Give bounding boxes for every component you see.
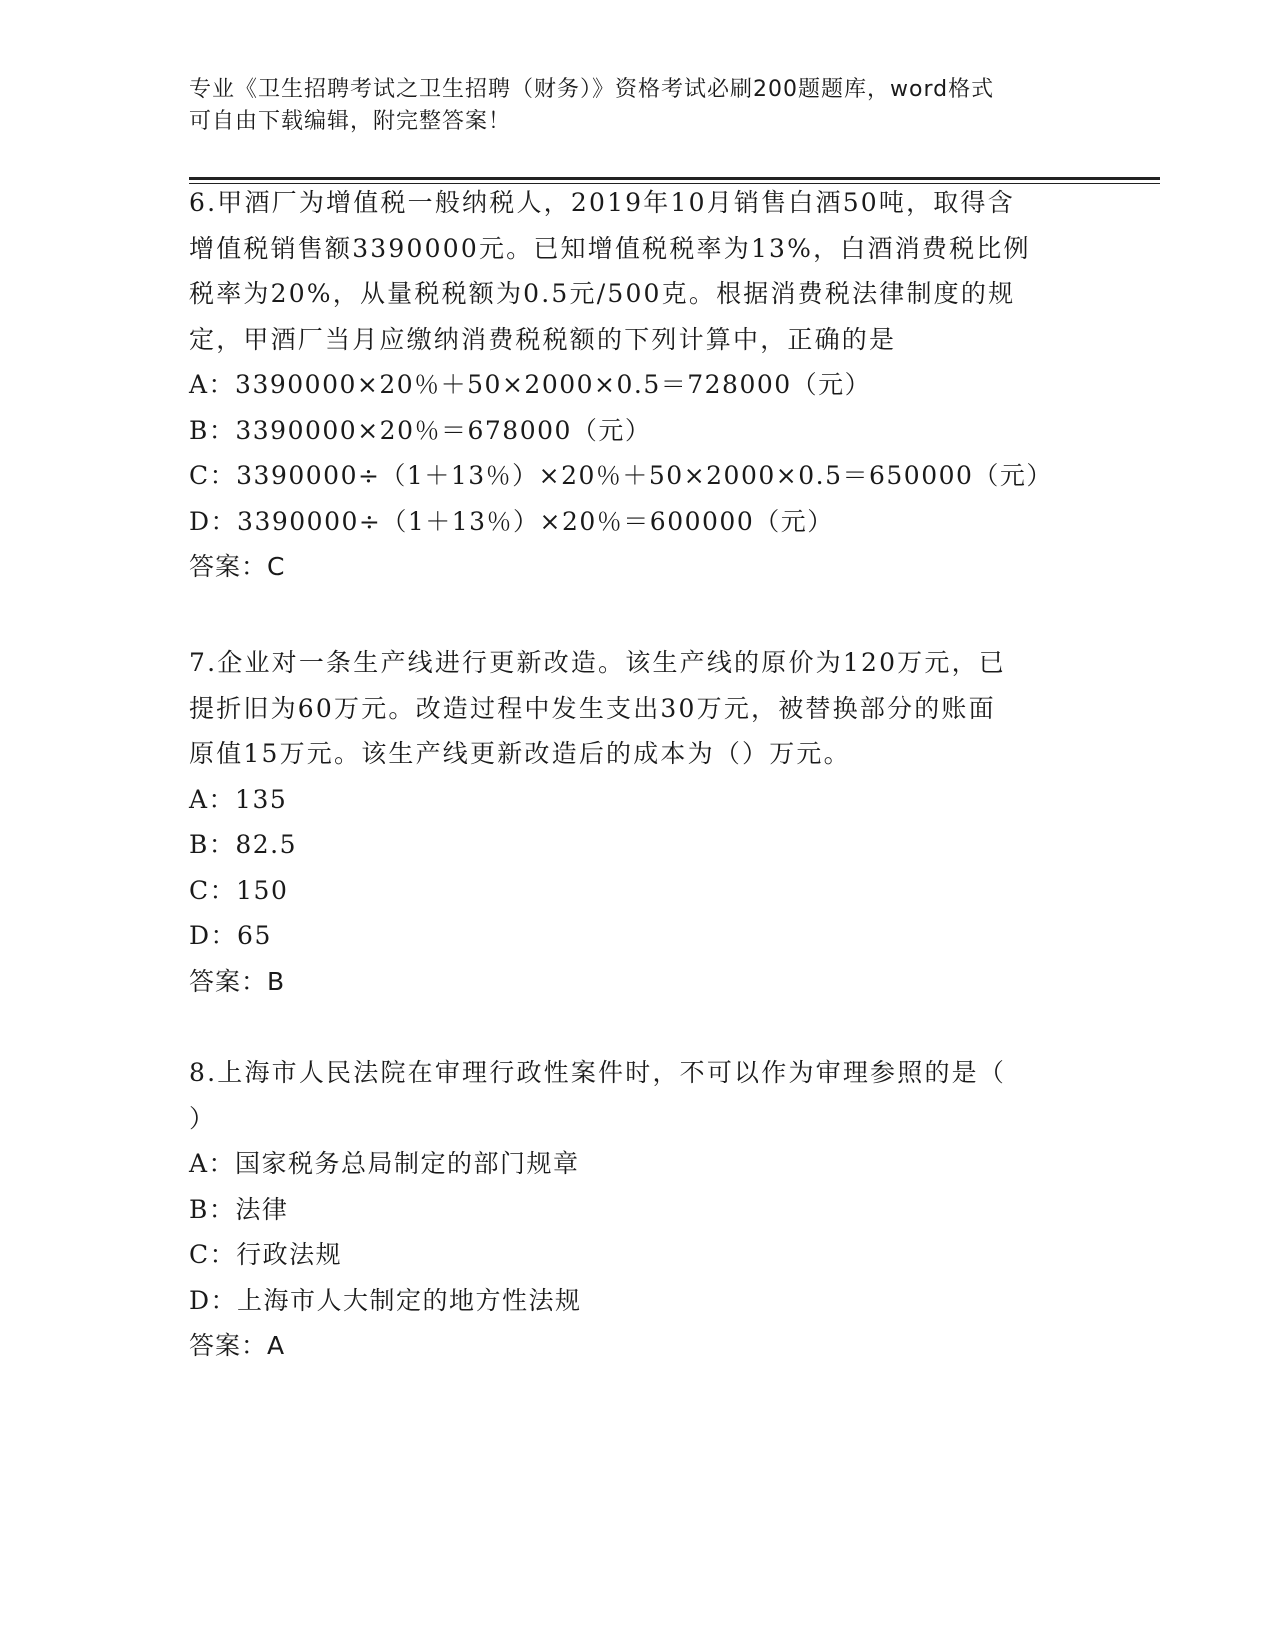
answer: 答案：C — [189, 552, 286, 581]
option-b: B：82.5 — [189, 830, 298, 859]
question-text-line: 税率为20%，从量税税额为0.5元/500克。根据消费税法律制度的规 — [189, 279, 1016, 308]
question-7 — [189, 640, 1089, 1004]
header-line-2: 可自由下载编辑，附完整答案！ — [189, 109, 512, 134]
question-text-line: 增值税销售额3390000元。已知增值税税率为13%，白酒消费税比例 — [189, 233, 1031, 263]
option-a: A：3390000×20％＋50×2000×0.5＝728000（元） — [189, 370, 872, 399]
option-d: D：3390000÷（1＋13％）×20％＝600000（元） — [189, 506, 834, 536]
document-header — [189, 74, 1089, 138]
question-text-line: 6.甲酒厂为增值税一般纳税人，2019年10月销售白酒50吨，取得含 — [189, 188, 1015, 217]
option-d: D：上海市人大制定的地方性法规 — [189, 1285, 582, 1315]
option-c: C：3390000÷（1＋13％）×20％＋50×2000×0.5＝650000（元） — [189, 461, 1053, 490]
option-b: B：法律 — [189, 1194, 289, 1224]
option-a: A：135 — [189, 784, 288, 814]
option-d: D：65 — [189, 921, 272, 950]
question-8 — [189, 1050, 1089, 1369]
option-b: B：3390000×20％＝678000（元） — [189, 415, 652, 445]
question-text-line: 定，甲酒厂当月应缴纳消费税税额的下列计算中，正确的是 — [189, 324, 897, 354]
option-c: C：行政法规 — [189, 1240, 343, 1269]
question-text-line: ） — [189, 1103, 217, 1133]
question-text-line: 提折旧为60万元。改造过程中发生支出30万元，被替换部分的账面 — [189, 693, 996, 723]
option-a: A：国家税务总局制定的部门规章 — [189, 1149, 580, 1178]
option-c: C：150 — [189, 875, 289, 905]
header-line-1: 专业《卫生招聘考试之卫生招聘（财务）》资格考试必刷200题题库，word格式 — [189, 77, 995, 102]
question-6 — [189, 180, 1089, 590]
answer: 答案：A — [189, 1331, 286, 1360]
question-text-line: 原值15万元。该生产线更新改造后的成本为（）万元。 — [189, 739, 851, 768]
question-text-line: 8.上海市人民法院在审理行政性案件时，不可以作为审理参照的是（ — [189, 1058, 1007, 1087]
answer: 答案：B — [189, 966, 286, 996]
question-text-line: 7.企业对一条生产线进行更新改造。该生产线的原价为120万元，已 — [189, 648, 1006, 677]
